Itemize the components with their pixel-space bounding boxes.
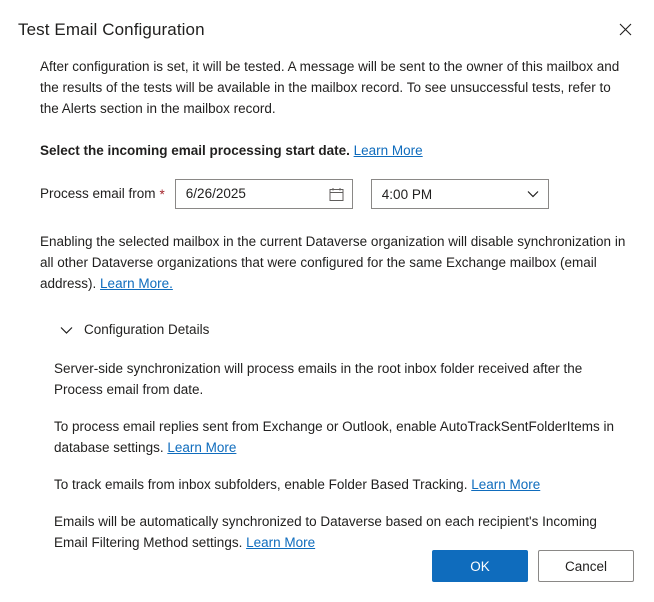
chevron-down-icon[interactable] xyxy=(526,187,540,201)
detail-item-text: Server-side synchronization will process emails in the root inbox folder received after the Process email from date. xyxy=(54,361,583,397)
dialog-titlebar xyxy=(0,0,654,42)
configuration-details-toggle[interactable] xyxy=(58,320,630,340)
section-label-row xyxy=(40,141,630,161)
cancel-button[interactable]: Cancel xyxy=(538,550,634,582)
dialog-title: Test Email Configuration xyxy=(18,20,205,39)
configuration-details-body xyxy=(54,358,630,553)
dataverse-notice xyxy=(40,231,630,294)
detail-item xyxy=(54,474,620,495)
chevron-down-glyph xyxy=(60,326,73,335)
detail-item xyxy=(54,511,620,553)
dataverse-notice-learn-more-link[interactable]: Learn More. xyxy=(100,276,173,291)
process-email-from-row xyxy=(40,179,630,209)
ok-button[interactable]: OK xyxy=(432,550,528,582)
required-indicator: * xyxy=(159,186,165,202)
detail-item-learn-more-link[interactable]: Learn More xyxy=(167,440,237,455)
process-email-date-input[interactable] xyxy=(175,179,353,209)
dialog-body xyxy=(0,56,654,553)
process-email-time-value: 4:00 PM xyxy=(381,186,433,202)
calendar-icon[interactable] xyxy=(328,185,346,203)
detail-item-learn-more-link[interactable]: Learn More xyxy=(246,535,316,550)
dialog-footer xyxy=(432,550,634,582)
detail-item xyxy=(54,358,620,400)
detail-item xyxy=(54,416,620,458)
dataverse-notice-text: Enabling the selected mailbox in the current Dataverse organization will disable synchronization in all other Dataverse organizations that were configured for the same Exchange mailbox (email address). xyxy=(40,234,626,291)
process-email-from-label: Process email from xyxy=(40,186,156,201)
detail-item-text: To track emails from inbox subfolders, enable Folder Based Tracking. xyxy=(54,477,468,492)
section-label: Select the incoming email processing start date. xyxy=(40,143,350,158)
section-learn-more-link[interactable]: Learn More xyxy=(353,143,423,158)
detail-item-text: To process email replies sent from Exchange or Outlook, enable AutoTrackSentFolderItems in database settings. xyxy=(54,419,615,455)
close-glyph xyxy=(619,23,632,36)
intro-text: After configuration is set, it will be tested. A message will be sent to the owner of this mailbox and the results of the tests will be available in the mailbox record. To see unsuccessful tests, refer to the Alerts section in the mailbox record. xyxy=(40,59,620,116)
configuration-details-title: Configuration Details xyxy=(84,322,210,337)
chevron-down-icon xyxy=(58,322,74,338)
detail-item-learn-more-link[interactable]: Learn More xyxy=(471,477,541,492)
detail-item-text: Emails will be automatically synchronized to Dataverse based on each recipient's Incoming Email Filtering Method settings. xyxy=(54,514,597,550)
calendar-glyph xyxy=(329,187,344,202)
process-email-time-dropdown[interactable] xyxy=(371,179,549,209)
process-email-date-value: 6/26/2025 xyxy=(185,186,246,201)
close-icon[interactable] xyxy=(612,16,638,42)
chevron-down-glyph xyxy=(527,190,539,198)
